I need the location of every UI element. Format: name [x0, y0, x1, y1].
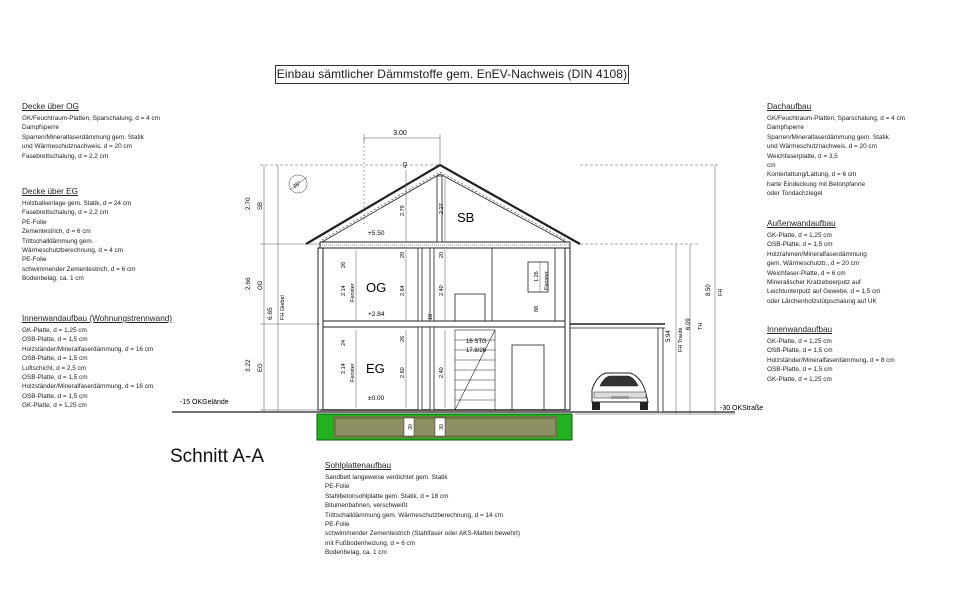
level-og-floor: +2.84: [368, 311, 385, 318]
dim-label: FH Traufe: [678, 327, 684, 352]
dim-label: Fenster: [350, 363, 356, 382]
dim-label: EG: [258, 363, 264, 372]
spec-line: PE-Folie: [325, 483, 350, 491]
spec-heading: Dachaufbau: [767, 102, 812, 111]
spec-line: Weichfaserplatte, d = 3,5: [767, 152, 838, 160]
dim-label: 20: [439, 251, 445, 258]
spec-line: oder Lärchenholzstülpschalung auf UK: [767, 297, 877, 305]
spec-line: Holzrahmen/Mineralfaserdämmung: [767, 250, 867, 258]
dim-label: OG: [258, 280, 264, 290]
spec-line: OSB-Platte, d = 1,5 cm: [767, 366, 833, 374]
spec-line: mit Fußbodenheizung, d = 6 cm: [325, 539, 416, 547]
wall-interior-2: [430, 248, 434, 321]
dim-label: 88: [534, 305, 540, 312]
level-eg-floor: ±0.00: [368, 395, 385, 402]
spec-heading: Innenwandaufbau: [767, 325, 833, 334]
dim-label: 2.64: [400, 285, 406, 296]
spec-line: Konterlattung/Lattung, d = 6 cm: [767, 171, 857, 179]
og-floor-slab: [320, 321, 570, 327]
spec-line: GK/Feuchtraum-Platten, Sparschalung, d = 4 cm: [22, 115, 160, 122]
dim-label: 24: [341, 339, 347, 346]
spec-heading: Innenwandaufbau (Wohnungstrennwand): [22, 314, 173, 323]
spec-line: OSB-Platte, d = 1,5 cm: [22, 355, 88, 363]
dim-label: 2.14: [341, 285, 347, 296]
spec-line: PE-Folie: [22, 256, 47, 264]
dim-label: 2.27: [439, 203, 445, 214]
dim-label: 1.26: [534, 271, 540, 282]
spec-line: Holzständer/Mineralfaserdämmung, d = 16 cm: [22, 345, 154, 353]
spec-line: cm: [767, 162, 776, 170]
spec-line: Holzbalkenlage gem. Statik, d = 24 cm: [22, 200, 132, 207]
dim-label: 20: [400, 251, 406, 258]
spec-line: OSB-Platte, d = 1,5 cm: [767, 347, 833, 355]
spec-line: schwimmender Zementestrich, d = 6 cm: [22, 265, 136, 273]
room-label-sb: SB: [457, 210, 475, 225]
dim-label: SB: [258, 201, 264, 210]
spec-heading: Decke über OG: [22, 102, 79, 111]
spec-line: Trittschalldämmung gem. Wärmeschutzberechnung, d = 14 cm: [325, 511, 503, 519]
spec-line: OSB-Platte, d = 1,5 cm: [22, 336, 88, 344]
room-label-og: OG: [366, 280, 387, 295]
foundation-gravel-inner: [336, 419, 555, 435]
wall-interior-3: [418, 327, 422, 410]
wall-right: [565, 248, 570, 410]
spec-line: Luftschicht, d = 2,5 cm: [22, 364, 87, 372]
dim-label: FH Giebel: [280, 295, 286, 320]
spec-line: GK-Platte, d = 1,25 cm: [767, 338, 832, 345]
foundation-pad-label: 30: [439, 424, 445, 430]
spec-line: GK-Platte, d = 1,25 cm: [22, 327, 87, 334]
spec-line: Wärmeschutzberechnung, d = 4 cm: [22, 247, 124, 255]
spec-line: Holzständer/Mineralfaserdämmung, d = 8 cm: [767, 356, 895, 364]
spec-line: Bodenbelag, ca. 1 cm: [325, 549, 387, 557]
wall-left: [318, 248, 323, 410]
sheet-title: Einbau sämtlicher Dämmstoffe gem. EnEV-Nachweis (DIN 4108): [275, 65, 629, 84]
dim-label: 2.70: [245, 197, 252, 210]
spec-line: und Wärmeschutznachweis, d = 20 cm: [767, 143, 877, 151]
spec-line: OSB-Platte, d = 1,5 cm: [22, 392, 88, 400]
dim-label: 2.79: [400, 205, 406, 216]
ground-label-left: -15 OKGelände: [180, 399, 229, 406]
section-label: Schnitt A-A: [170, 446, 264, 467]
spec-line: Zementestrich, d = 6 cm: [22, 228, 91, 236]
spec-heading: Außenwandaufbau: [767, 219, 836, 228]
dim-label: TH: [698, 322, 704, 330]
dim-label: Fenster: [544, 271, 550, 290]
dim-label: 2.40: [439, 367, 445, 378]
spec-line: gem. Wärmeschutzb., d = 20 cm: [767, 260, 860, 268]
spec-line: Sparren/Mineralfaserdämmung gem. Statik: [767, 133, 889, 141]
level-og-ceiling: +5.50: [368, 230, 385, 237]
dim-top-width: 3.00: [393, 130, 407, 137]
spec-line: GK-Platte, d = 1,25 cm: [767, 232, 832, 239]
spec-line: Leichtunterputz auf Gewebe, d = 1,5 cm: [767, 288, 881, 296]
dim-label: 2.14: [341, 363, 347, 374]
spec-line: PE-Folie: [22, 218, 47, 226]
spec-line: harte Eindeckung mit Betonpfanne: [767, 180, 866, 188]
spec-line: schwimmender Zementestrich (Stahlfaser oder AKS-Matten bewehrt): [325, 530, 520, 538]
eg-door: [512, 345, 544, 410]
stair-note: 16 STG: [466, 339, 487, 345]
car-icon: [592, 373, 648, 410]
dim-label: Fenster: [350, 283, 356, 302]
dim-label: 6.09: [686, 318, 692, 330]
spec-line: Bodenbelag, ca. 1 cm: [22, 275, 84, 283]
spec-line: Fasebrettschalung, d = 2,2 cm: [22, 209, 109, 217]
spec-line: oder Tondachziegel: [767, 190, 823, 198]
spec-line: GK-Platte, d = 1,25 cm: [22, 402, 87, 410]
foundation-pad-label: 30: [408, 424, 414, 430]
dim-label: 2.60: [400, 367, 406, 378]
wall-interior-4: [430, 327, 434, 410]
stair-note: 17.8/26: [466, 348, 487, 354]
room-label-eg: EG: [366, 361, 385, 376]
dim-label: 26: [400, 335, 406, 342]
dim-label: 26: [341, 261, 347, 268]
wall-interior-1: [418, 248, 422, 321]
spec-line: Sandbett langeweise verdichtet gem. Statik: [325, 474, 448, 481]
spec-line: und Wärmeschutznachweis, d = 20 cm: [22, 143, 132, 151]
spec-line: Dampfsperre: [767, 124, 804, 132]
dim-label: 8.50: [706, 284, 712, 296]
spec-line: Weichfaser-Platte, d = 6 cm: [767, 269, 846, 277]
roof-pitch-label: 25°: [292, 180, 303, 191]
dim-label: 2.40: [439, 285, 445, 296]
spec-heading: Sohlplattenaufbau: [325, 461, 392, 470]
spec-heading: Decke über EG: [22, 187, 78, 196]
spec-line: Holzständer/Mineralfaserdämmung, d = 16 cm: [22, 383, 154, 391]
ground-label-right: -30 OKStraße: [720, 405, 764, 412]
roof-hatch: [440, 172, 566, 240]
spec-line: GK-Platte, d = 1,25 cm: [767, 375, 832, 383]
og-door: [455, 294, 485, 321]
spec-line: Sparren/Mineralfaserdämmung gem. Statik: [22, 133, 144, 141]
spec-line: GK/Feuchtraum-Platten, Sparschalung, d = 4 cm: [767, 115, 905, 122]
spec-line: Mineralischer Kratzeboerputz auf: [767, 279, 861, 287]
dim-label: 5.94: [666, 330, 672, 342]
dim-label: 2.66: [245, 277, 252, 290]
dim-label: FH: [718, 288, 724, 296]
spec-line: Trittschalldämmung gem.: [22, 237, 94, 245]
dim-label: 3.22: [245, 359, 252, 372]
spec-line: OSB-Platte, d = 1,5 cm: [22, 374, 88, 382]
spec-line: PE-Folie: [325, 521, 350, 529]
spec-line: Dampfsperre: [22, 124, 59, 132]
dim-label: 18: [428, 313, 434, 320]
spec-line: OSB-Platte, d = 1,5 cm: [767, 241, 833, 249]
spec-line: Fasebrettschalung, d = 2,2 cm: [22, 152, 109, 160]
dim-ridge-offset: 43: [403, 161, 409, 168]
dim-label: 6.65: [267, 307, 274, 320]
spec-line: Bitumenbahnen, verschweißt: [325, 502, 408, 510]
spec-line: Stahlbetonsohlplatte gem. Statik, d = 18 cm: [325, 492, 449, 500]
